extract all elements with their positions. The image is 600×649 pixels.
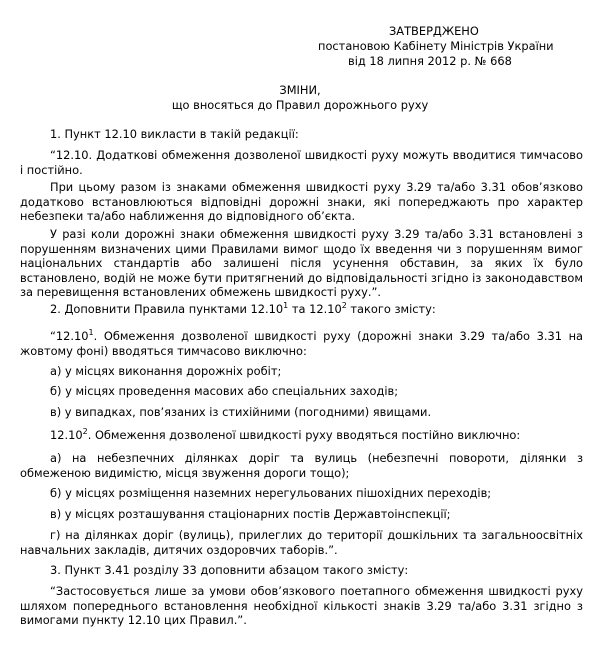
item-3-intro: 3. Пункт 3.41 розділу 33 доповнити абзацом такого змісту: — [50, 563, 409, 577]
item-1-intro: 1. Пункт 12.10 викласти в такій редакції: — [50, 127, 299, 141]
title-heading: ЗМІНИ, — [279, 83, 321, 97]
document-title — [0, 83, 600, 112]
item-1-paragraph-1: “12.10. Додаткові обмеження дозволеної швидкості руху можуть вводитися тимчасово і постійно. — [20, 148, 583, 177]
item-2-list-b2: б) у місцях розміщення наземних нерегульованих пішохідних переходів; — [50, 486, 492, 500]
item-2-intro: 2. Доповнити Правила пунктами 12.10$^1$ та 12.10$^2$ такого змісту: — [50, 301, 436, 316]
item-2-list-c1: в) у випадках, пов’язаних із стихійними (погодними) явищами. — [50, 405, 432, 419]
approval-title: ЗАТВЕРДЖЕНО — [389, 24, 479, 38]
item-2-list-d2: г) на ділянках доріг (вулиць), прилеглих до території дошкільних та загальноосвітніх навчальних закладів, дитячих оздоровчих таборів.”. — [20, 528, 583, 557]
item-2-list-c2: в) у місцях розташування стаціонарних постів Державтоінспекції; — [50, 507, 451, 521]
item-2-list-a2: а) на небезпечних ділянках доріг та вулиць (небезпечні повороти, ділянки з обмеженою видимістю, місця звуження дороги тощо); — [20, 451, 583, 480]
item-2-list-a1: а) у місцях виконання дорожніх робіт; — [50, 364, 282, 378]
item-1-paragraph-3: У разі коли дорожні знаки обмеження швидкості руху 3.29 та/або 3.31 встановлені з порушенням визначених цими Правилами вимог щодо їх введення чи з порушенням вимог національних стандартів або залишені після усунення обставин, за яких їх було встановлено, водій не може бути притягнений до відповідальності згідно із законодавством за перевищення встановлених обмежень швидкості руху.”. — [20, 227, 583, 299]
item-2-definition-1: “12.10$^1$. Обмеження дозволеної швидкості руху (дорожні знаки 3.29 та/або 3.31 на жовтому фоні) вводяться тимчасово виключно: — [20, 328, 583, 358]
item-2-list-b1: б) у місцях проведення масових або спеціальних заходів; — [50, 384, 399, 398]
approval-issuer: постановою Кабінету Міністрів України — [318, 39, 554, 53]
item-2-definition-2: 12.10$^2$. Обмеження дозволеної швидкості руху вводяться постійно виключно: — [50, 427, 521, 442]
title-subheading: що вносяться до Правил дорожнього руху — [171, 97, 429, 112]
item-3-paragraph-1: “Застосовується лише за умови обов’язкового поетапного обмеження швидкості руху шляхом попереднього встановлення необхідної кількості знаків 3.29 та/або 3.31 згідно з вимогами пункту 12.10 цих Правил.”. — [20, 584, 583, 627]
approval-date-number: від 18 липня 2012 р. № 668 — [348, 54, 512, 68]
item-1-paragraph-2: При цьому разом із знаками обмеження швидкості руху 3.29 та/або 3.31 обов’язково додатково встановлюються відповідні дорожні знаки, які попереджають про характер небезпеки та/або наближення до відповідного об’єкта. — [20, 180, 583, 223]
